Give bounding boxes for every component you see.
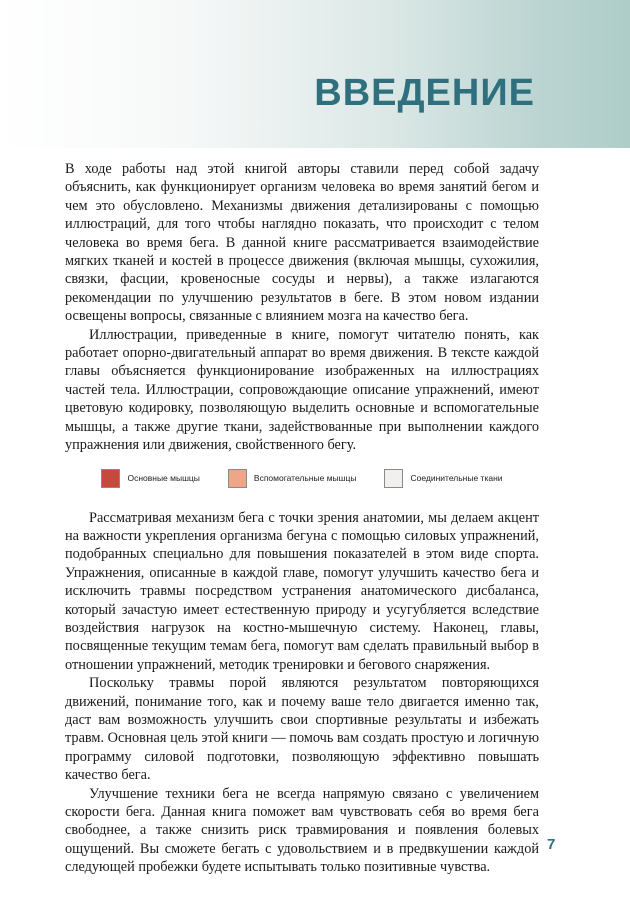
legend-item-primary-muscles [101,469,199,488]
paragraph-technique: Улучшение техники бега не всегда напрямую связано с увеличением скорости бега. Данная книга поможет вам чувствовать себя во время бега свободнее, а также снизить риск травмирования и появления болевых ощущений. Вы сможете бегать с удовольствием и в предвкушении каждой следующей пробежки будете испытывать только позитивные чувства. [65,785,539,876]
page-number: 7 [547,836,556,853]
legend-swatch-connective [384,469,403,488]
legend-label-primary: Основные мышцы [127,473,200,483]
legend-swatch-secondary [228,469,247,488]
color-legend [65,469,539,488]
paragraph-injuries: Поскольку травмы порой являются результатом повторяющихся движений, понимание того, как и почему ваше тело двигается именно так, даст вам возможность улучшить свои спортивные результаты и избежать травм. Основная цель этой книги — помочь вам создать простую и логичную программу силовой подготовки, позволяющую эффективно повышать качество бега. [65,675,539,784]
page-content [65,160,539,877]
paragraph-strength: Рассматривая механизм бега с точки зрения анатомии, мы делаем акцент на важности укрепления организма бегуна с помощью силовых упражнений, подобранных специально для повышения показателей в этом виде спорта. Упражнения, описанные в каждой главе, помогут улучшить качество бега и исключить травмы посредством устранения анатомического дисбаланса, который зачастую имеет естественную природу и усугубляется вследствие воздействия нагрузок на костно-мышечную систему. Наконец, главы, посвященные текущим темам бега, помогут вам сделать правильный выбор в отношении упражнений, методик тренировки и бегового снаряжения. [65,509,539,673]
page-title: ВВЕДЕНИЕ [314,72,535,114]
legend-swatch-primary [101,469,120,488]
legend-label-connective: Соединительные ткани [410,473,503,483]
paragraph-intro: В ходе работы над этой книгой авторы ставили перед собой задачу объяснить, как функционирует организм человека во время занятий бегом и чем это обусловлено. Механизмы движения детализированы с помощью иллюстраций, для того чтобы наглядно показать, что происходит с телом человека во время бега. В данной книге рассматривается взаимодействие мягких тканей и костей в процессе движения (включая мышцы, сухожилия, связки, фасции, кровеносные сосуды и нервы), а также излагаются рекомендации по улучшению результатов в беге. В этом новом издании освещены вопросы, связанные с влиянием мозга на качество бега. [65,161,539,325]
legend-item-connective-tissue [384,469,502,488]
legend-item-secondary-muscles [228,469,357,488]
paragraph-illustrations: Иллюстрации, приведенные в книге, помогут читателю понять, как работает опорно-двигательный аппарат во время движения. В тексте каждой главы объясняется функционирование изображенных на иллюстрациях частей тела. Иллюстрации, сопровождающие описание упражнений, имеют цветовую кодировку, позволяющую выделить основные и вспомогательные мышцы, а также другие ткани, задействованные при выполнении каждого упражнения или движения, свойственного бегу. [65,326,539,454]
legend-label-secondary: Вспомогательные мышцы [253,473,357,483]
